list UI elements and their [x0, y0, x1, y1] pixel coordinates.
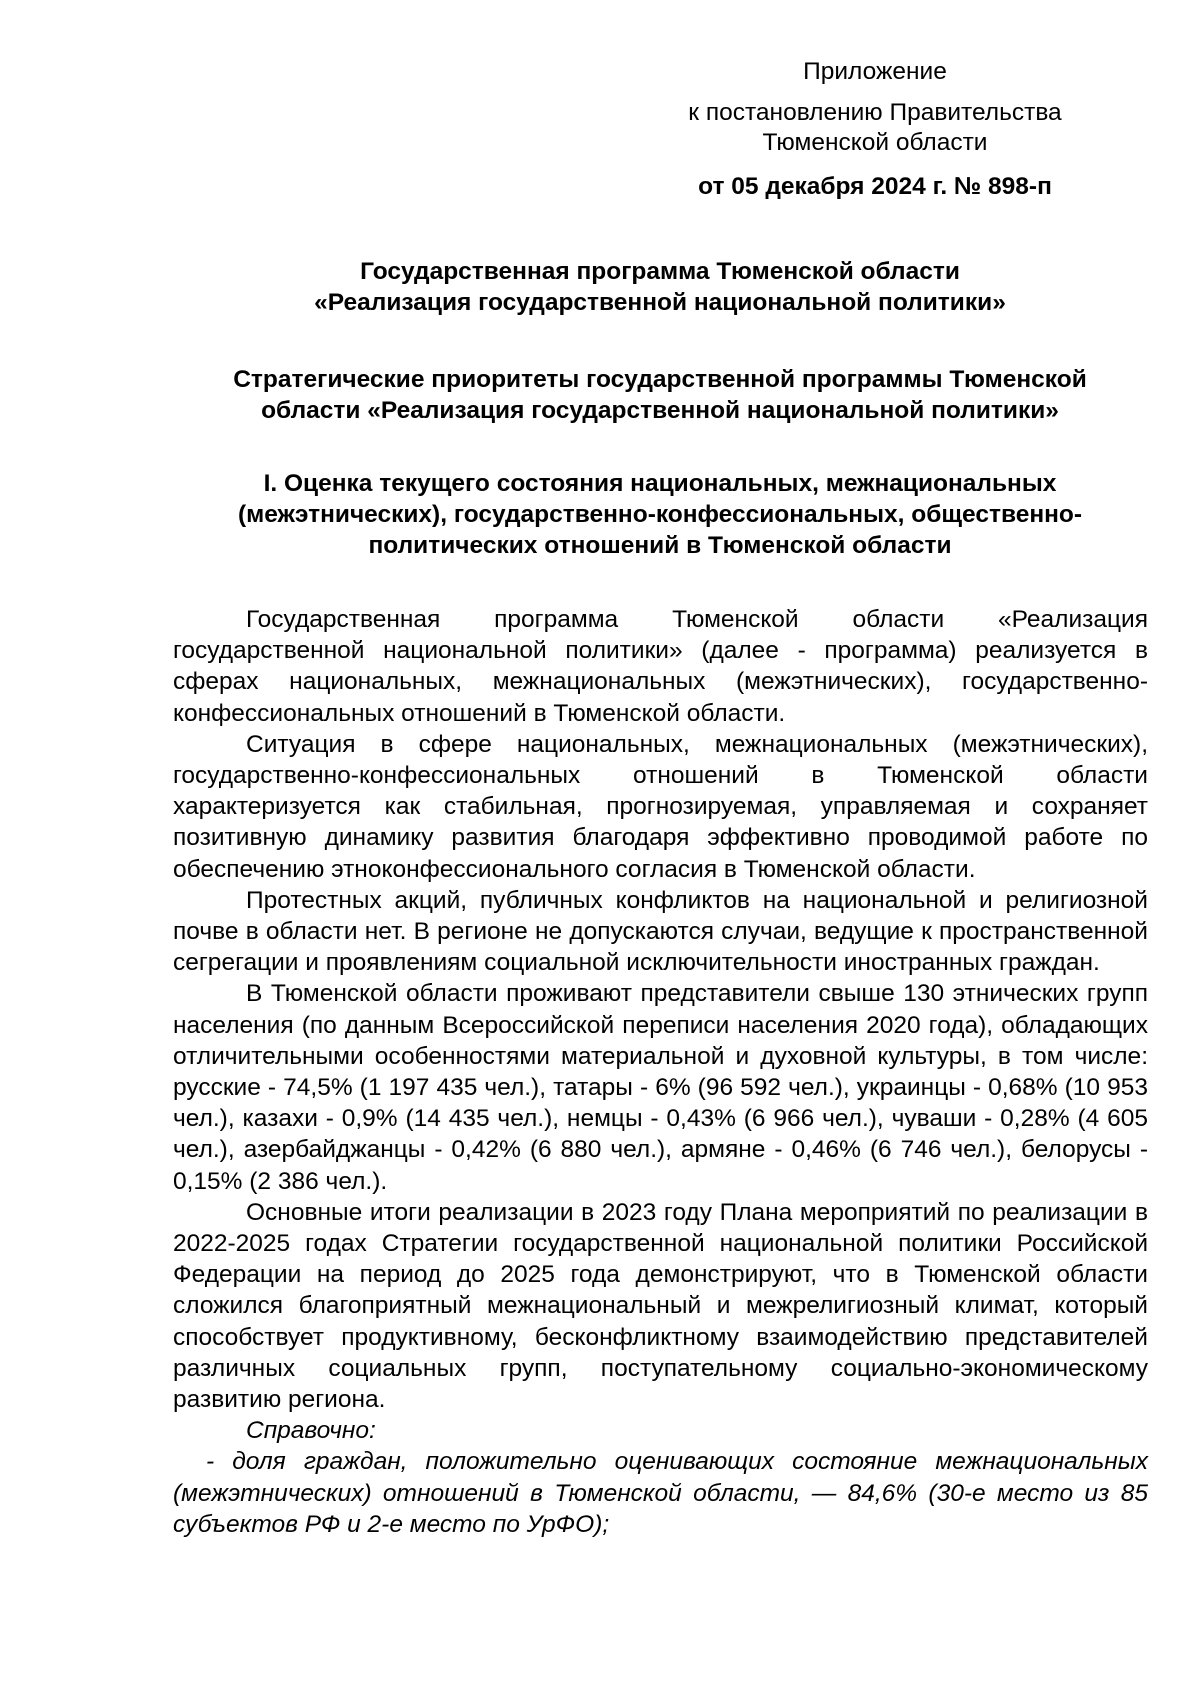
- program-heading: [170, 256, 1150, 318]
- paragraph-situation: Ситуация в сфере национальных, межнациональных (межэтнических), государственно-конфессиональных отношений в Тюменской области характеризуется как стабильная, прогнозируемая, управляемая и сохраняет позитивную динамику развития благодаря эффективно проводимой работе по обеспечению этноконфессионального согласия в Тюменской области.: [173, 730, 1148, 883]
- program-heading-line: «Реализация государственной национальной политики»: [314, 289, 1006, 316]
- program-heading-line: Государственная программа Тюменской области: [360, 258, 960, 285]
- paragraph-results-2023: Основные итоги реализации в 2023 году Плана мероприятий по реализации в 2022-2025 годах Стратегии государственной национальной политики Российской Федерации на период до 2025 года демонстрируют, что в Тюменской области сложился благоприятный межнациональный и межрелигиозный климат, который способствует продуктивному, бесконфликтному взаимодействию представителей различных социальных групп, поступательному социально-экономическому развитию региона.: [173, 1198, 1148, 1414]
- section-heading-line: I. Оценка текущего состояния национальных, межнациональных: [263, 470, 1057, 497]
- priorities-heading-line: Стратегические приоритеты государственной программы Тюменской: [233, 366, 1087, 393]
- appendix-title: Приложение: [803, 58, 947, 85]
- appendix-date-number: от 05 декабря 2024 г. № 898-п: [698, 173, 1052, 200]
- appendix-region-line: Тюменской области: [762, 129, 988, 156]
- paragraph-no-conflicts: Протестных акций, публичных конфликтов на национальной и религиозной почве в области нет. В регионе не допускаются случаи, ведущие к пространственной сегрегации и проявлениям социальной исключительности иностранных граждан.: [173, 886, 1148, 977]
- section-heading: [170, 468, 1150, 561]
- section-heading-line: (межэтнических), государственно-конфессиональных, общественно-: [237, 501, 1083, 528]
- priorities-heading: [170, 364, 1150, 426]
- appendix-resolution-line: к постановлению Правительства: [688, 99, 1062, 126]
- priorities-heading-line: области «Реализация государственной национальной политики»: [261, 397, 1059, 424]
- paragraph-ethnic-groups: В Тюменской области проживают представители свыше 130 этнических групп населения (по данным Всероссийской переписи населения 2020 года), обладающих отличительными особенностями материальной и духовной культуры, в том числе: русские - 74,5% (1 197 435 чел.), татары - 6% (96 592 чел.), украинцы - 0,68% (10 953 чел.), казахи - 0,9% (14 435 чел.), немцы - 0,43% (6 966 чел.), чуваши - 0,28% (4 605 чел.), азербайджанцы - 0,42% (6 880 чел.), армяне - 0,46% (6 746 чел.), белорусы - 0,15% (2 386 чел.).: [173, 980, 1148, 1195]
- reference-label: Справочно:: [246, 1417, 376, 1445]
- reference-item: - доля граждан, положительно оценивающих состояние межнациональных (межэтнических) отношений в Тюменской области, — 84,6% (30-е место из 85 субъектов РФ и 2-е место по УрФО);: [173, 1448, 1148, 1538]
- paragraph-program-scope: Государственная программа Тюменской области «Реализация государственной национальной политики» (далее - программа) реализуется в сферах национальных, межнациональных (межэтнических), государственно-конфессиональных отношений в Тюменской области.: [173, 606, 1148, 727]
- body-text: [173, 604, 1148, 1540]
- section-heading-line: политических отношений в Тюменской области: [368, 532, 952, 559]
